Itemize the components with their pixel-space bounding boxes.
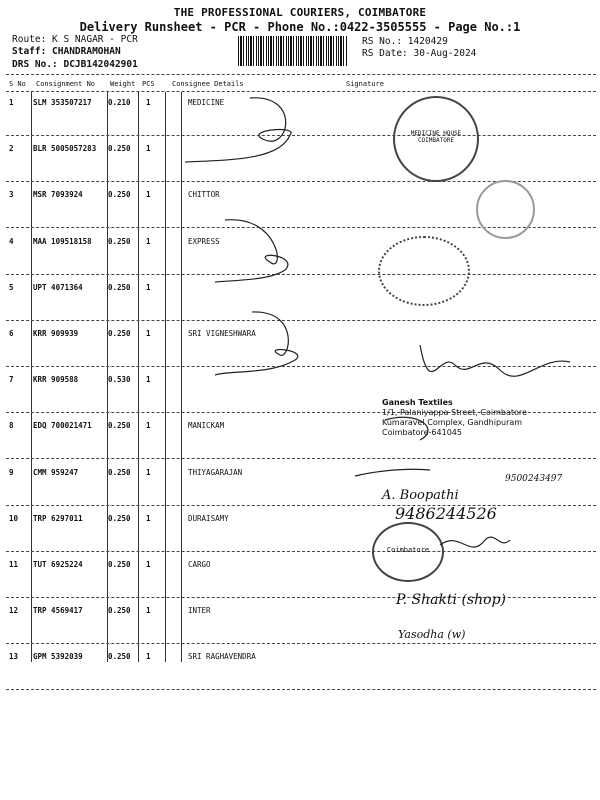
- col-consignment: Consignment No: [36, 80, 96, 88]
- row-consignment-no: GPM 5392039: [33, 652, 83, 662]
- row-consignee: CARGO: [188, 560, 211, 569]
- row-weight: 0.250: [108, 606, 131, 616]
- handwritten-phone: 9486244526: [395, 504, 497, 523]
- stamp-line: Coimbatore-641045: [382, 428, 462, 437]
- row-weight: 0.250: [108, 282, 131, 292]
- row-weight: 0.250: [108, 560, 131, 569]
- runsheet-title: Delivery Runsheet - PCR - Phone No.:0422-3505555 - Page No.:1: [79, 20, 521, 34]
- row-weight: 0.250: [108, 144, 131, 154]
- rs-date: RS Date: 30-Aug-2024: [362, 48, 477, 59]
- row-weight: 0.250: [108, 513, 131, 523]
- signature-scribble: [215, 312, 298, 375]
- row-pcs: 1: [146, 560, 151, 569]
- signature-scribble: [355, 469, 430, 476]
- company-title: THE PROFESSIONAL COURIERS, COIMBATORE: [173, 6, 427, 19]
- row-weight: 0.210: [108, 98, 131, 107]
- col-signature: Signature: [346, 80, 384, 88]
- drs-number: DRS No.: DCJB142042901: [12, 59, 138, 70]
- row-sno: 10: [9, 513, 19, 523]
- row-weight: 0.250: [108, 467, 131, 477]
- row-sno: 11: [9, 560, 19, 569]
- row-consignment-no: KRR 909939: [33, 329, 79, 338]
- row-consignment-no: MAA 109518158: [33, 236, 92, 246]
- row-consignment-no: KRR 909588: [33, 375, 79, 385]
- row-sno: 7: [9, 375, 14, 385]
- col-consignee: Consignee Details: [172, 80, 244, 88]
- row-sno: 2: [9, 144, 14, 154]
- row-consignment-no: TRP 6297011: [33, 513, 83, 523]
- row-consignment-no: UPT 4071364: [33, 282, 83, 292]
- row-pcs: 1: [146, 282, 151, 292]
- row-consignee: SRI VIGNESHWARA: [188, 329, 256, 338]
- row-sno: 8: [9, 421, 14, 431]
- row-consignee: CHITTOR: [188, 190, 220, 200]
- row-weight: 0.250: [108, 236, 131, 246]
- row-consignee: EXPRESS: [188, 236, 220, 246]
- row-consignment-no: SLM 353507217: [33, 98, 92, 107]
- col-pcs: PCS: [142, 80, 155, 88]
- row-weight: 0.530: [108, 375, 131, 385]
- handwritten-name: P. Shakti (shop): [396, 592, 506, 608]
- handwritten-phone: 9500243497: [505, 474, 563, 484]
- row-sno: 4: [9, 236, 14, 246]
- row-pcs: 1: [146, 375, 151, 385]
- signature-scribble: [420, 345, 570, 376]
- handwritten-name: Yasodha (w): [398, 628, 466, 641]
- signature-scribble: [185, 98, 291, 162]
- row-sno: 12: [9, 606, 19, 616]
- row-consignment-no: MSR 7093924: [33, 190, 83, 200]
- signature-scribble: [440, 537, 510, 547]
- row-consignee: MANICKAM: [188, 421, 225, 431]
- row-consignee: MEDICINE: [188, 98, 225, 107]
- row-pcs: 1: [146, 606, 151, 616]
- row-pcs: 1: [146, 652, 151, 662]
- signature-scribble: [215, 220, 288, 282]
- row-consignee: DURAISAMY: [188, 513, 229, 523]
- row-consignee: THIYAGARAJAN: [188, 467, 243, 477]
- row-weight: 0.250: [108, 190, 131, 200]
- row-weight: 0.250: [108, 652, 131, 662]
- row-pcs: 1: [146, 467, 151, 477]
- row-pcs: 1: [146, 513, 151, 523]
- row-weight: 0.250: [108, 421, 131, 431]
- row-consignment-no: CMM 959247: [33, 467, 79, 477]
- stamp-line: Ganesh Textiles: [382, 398, 453, 407]
- col-weight: Weight: [110, 80, 136, 88]
- handwritten-name: A. Boopathi: [382, 488, 459, 503]
- row-consignee: INTER: [188, 606, 211, 616]
- stamp-line: Kumaravel Complex, Gandhipuram: [382, 418, 523, 427]
- row-consignment-no: EDQ 700021471: [33, 421, 92, 431]
- row-consignment-no: TUT 6925224: [33, 560, 83, 569]
- stamp-line: 1/1, Palaniyappa Street, Coimbatore: [382, 408, 527, 417]
- row-weight: 0.250: [108, 329, 131, 338]
- row-sno: 6: [9, 329, 14, 338]
- row-sno: 13: [9, 652, 19, 662]
- row-pcs: 1: [146, 421, 151, 431]
- row-consignment-no: BLR 5005057283: [33, 144, 97, 154]
- row-pcs: 1: [146, 190, 151, 200]
- row-sno: 3: [9, 190, 14, 200]
- stamp-text: MEDICINE HOUSE COIMBATORE: [410, 130, 462, 144]
- row-pcs: 1: [146, 98, 151, 107]
- staff-label: Staff: CHANDRAMOHAN: [12, 46, 121, 57]
- row-sno: 9: [9, 467, 14, 477]
- row-sno: 1: [9, 98, 14, 107]
- row-pcs: 1: [146, 144, 151, 154]
- row-consignee: SRI RAGHAVENDRA: [188, 652, 256, 662]
- rs-number: RS No.: 1420429: [362, 36, 448, 47]
- row-pcs: 1: [146, 329, 151, 338]
- row-pcs: 1: [146, 236, 151, 246]
- row-sno: 5: [9, 282, 14, 292]
- row-consignment-no: TRP 4569417: [33, 606, 83, 616]
- col-sno: S No: [9, 80, 26, 88]
- signature-scribble: [385, 417, 428, 440]
- route-label: Route: K S NAGAR - PCR: [12, 34, 138, 45]
- stamp-text: Coimbatore: [386, 546, 430, 554]
